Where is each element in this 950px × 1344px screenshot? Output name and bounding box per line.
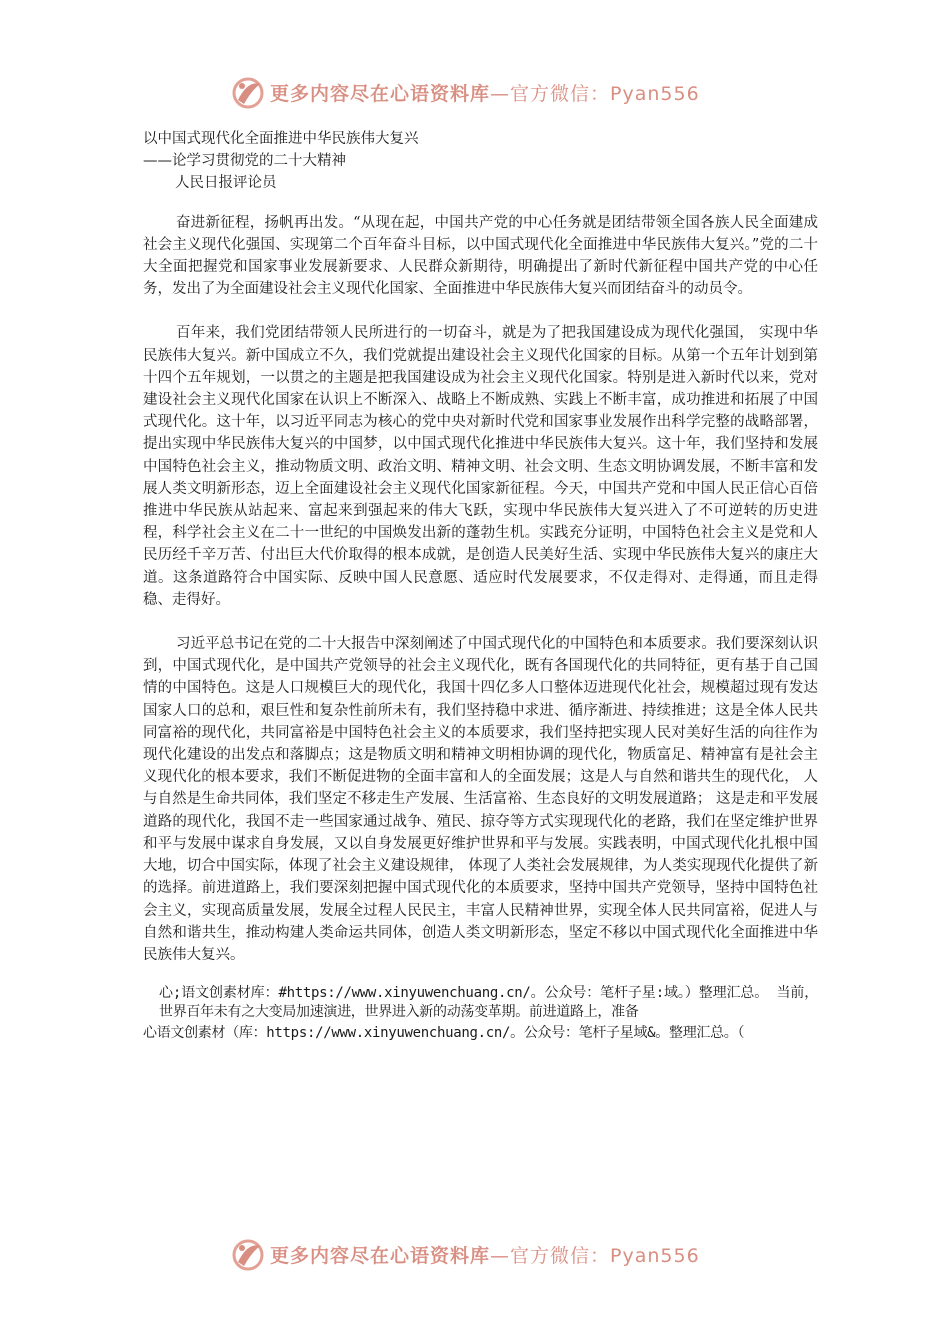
banner-text: 更多内容尽在心语资料库—官方微信：Pyan556: [270, 82, 700, 105]
banner-text: 更多内容尽在心语资料库—官方微信：Pyan556: [270, 1244, 700, 1267]
watermark-banner-bottom: [230, 1234, 730, 1274]
paragraph: 习近平总书记在党的二十大报告中深刻阐述了中国式现代化的中国特色和本质要求。我们要深刻认识到，中国式现代化，是中国共产党领导的社会主义现代化，既有各国现代化的共同特征，更有基于自己国情的中国特色。这是人口规模巨大的现代化，我国十四亿多人口整体迈进现代化社会，规模超过现有发达国家人口的总和，艰巨性和复杂性前所未有，我们坚持稳中求进、循序渐进、持续推进；这是全体人民共同富裕的现代化，共同富裕是中国特色社会主义的本质要求，我们坚持把实现人民对美好生活的向往作为现代化建设的出发点和落脚点；这是物质文明和精神文明相协调的现代化，物质富足、精神富有是社会主义现代化的根本要求，我们不断促进物的全面丰富和人的全面发展；这是人与自然和谐共生的现代化， 人与自然是生命共同体，我们坚定不移走生产发展、生活富裕、生态良好的文明发展道路； 这是走和平发展道路的现代化，我国不走一些国家通过战争、殖民、掠夺等方式实现现代化的老路，我们在坚定维护世界和平与发展中谋求自身发展，又以自身发展更好维护世界和平与发展。实践表明，中国式现代化扎根中国大地，切合中国实际，体现了社会主义建设规律， 体现了人类社会发展规律，为人类实现现代化提供了新的选择。前进道路上，我们要深刻把握中国式现代化的本质要求，坚持中国共产党领导，坚持中国特色社会主义，实现高质量发展，发展全过程人民民主，丰富人民精神世界，实现全体人民共同富裕，促进人与自然和谐共生，推动构建人类命运共同体，创造人类文明新形态，坚定不移以中国式现代化全面推进中华民族伟大复兴。: [143, 636, 818, 963]
paragraph: 百年来，我们党团结带领人民所进行的一切奋斗，就是为了把我国建设成为现代化强国， 实现中华民族伟大复兴。新中国成立不久，我们党就提出建设社会主义现代化国家的目标。从第一个五年计划到第十四个五年规划，一以贯之的主题是把我国建设成为社会主义现代化国家。特别是进入新时代以来，党对建设社会主义现代化国家在认识上不断深入、战略上不断成熟、实践上不断丰富，成功推进和拓展了中国式现代化。这十年，以习近平同志为核心的党中央对新时代党和国家事业发展作出科学完整的战略部署，提出实现中华民族伟大复兴的中国梦，以中国式现代化推进中华民族伟大复兴。这十年，我们坚持和发展中国特色社会主义，推动物质文明、政治文明、精神文明、社会文明、生态文明协调发展，不断丰富和发展人类文明新形态，迈上全面建设社会主义现代化国家新征程。今天，中国共产党和中国人民正信心百倍推进中华民族从站起来、富起来到强起来的伟大飞跃，实现中华民族伟大复兴进入了不可逆转的历史进程，科学社会主义在二十一世纪的中国焕发出新的蓬勃生机。实践充分证明，中国特色社会主义是党和人民历经千辛万苦、付出巨大代价取得的根本成就，是创造人民美好生活、实现中华民族伟大复兴的康庄大道。这条道路符合中国实际、反映中国人民意愿、适应时代发展要求，不仅走得对、走得通，而且走得稳、走得好。: [143, 325, 818, 608]
brush-logo-icon: [230, 1236, 266, 1272]
document-author: 人民日报评论员: [175, 175, 277, 192]
paragraph: 奋进新征程，扬帆再出发。“从现在起，中国共产党的中心任务就是团结带领全国各族人民全面建成社会主义现代化强国、实现第二个百年奋斗目标，以中国式现代化全面推进中华民族伟大复兴。”党的二十大全面把握党和国家事业发展新要求、人民群众新期待，明确提出了新时代新征程中国共产党的中心任务，发出了为全面建设社会主义现代化国家、全面推进中华民族伟大复兴而团结奋斗的动员令。: [143, 214, 818, 298]
source-note: 心;语文创素材库：#https://www.xinyuwenchuang.cn/。公众号：笔杆子星:域。）整理汇总。 当前，世界百年未有之大变局加速演进，世界进入新的动荡变革期。前进道路上，准备: [159, 985, 818, 1021]
document-body: [143, 128, 818, 1043]
source-note: 心语文创素材（库：https://www.xinyuwenchuang.cn/。公众号：笔杆子星域&。整理汇总。（: [143, 1025, 745, 1042]
document-subtitle: ——论学习贯彻党的二十大精神: [143, 153, 346, 170]
brush-logo-icon: [230, 74, 266, 110]
document-title: 以中国式现代化全面推进中华民族伟大复兴: [143, 131, 419, 147]
watermark-banner-top: [230, 72, 730, 112]
